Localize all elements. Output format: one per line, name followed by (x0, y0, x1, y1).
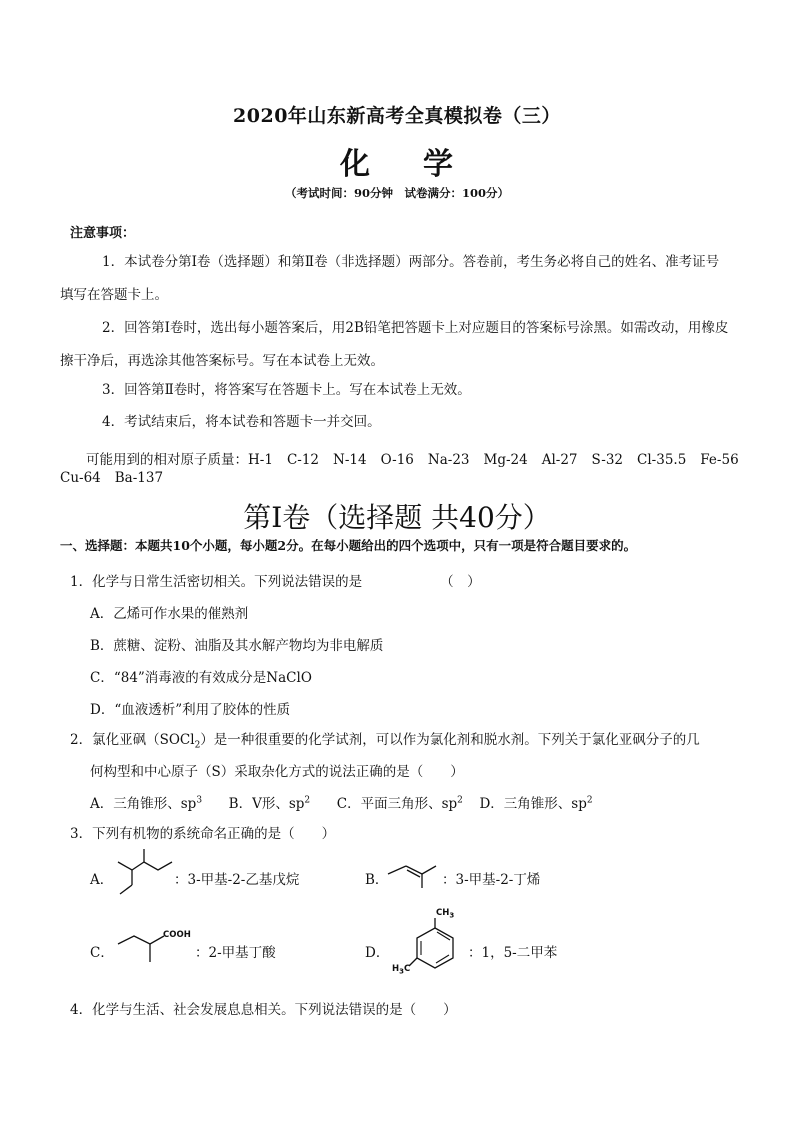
subscript: 2 (194, 740, 201, 751)
exam-title: 2020年山东新高考全真模拟卷（三） (233, 105, 561, 127)
atomic-masses-label: 可能用到的相对原子质量： (86, 452, 248, 468)
question-3-option-d-name: ：1，5-二甲苯 (468, 945, 558, 961)
group-text: H (392, 964, 400, 974)
notice-heading: 注意事项： (70, 226, 136, 241)
question-1-option-b: B．蔗糖、淀粉、油脂及其水解产物均为非电解质 (90, 638, 384, 654)
question-2-option-b (229, 796, 310, 812)
notice-item-2: 2．回答第Ⅰ卷时，选出每小题答案后，用2B铅笔把答题卡上对应题目的答案标号涂黑。如需改动，用橡皮擦干净后，再选涂其他答案标号。写在本试卷上无效。 (60, 320, 729, 369)
option-text: B．V形、sp (228, 796, 305, 812)
atomic-mass: H-1 (248, 452, 273, 468)
superscript: 3 (196, 795, 203, 806)
atomic-mass: Al-27 (541, 452, 578, 468)
atomic-mass: S-32 (591, 452, 624, 468)
question-2-text-b: ）是一种很重要的化学试剂，可以作为氯化剂和脱水剂。下列关于氯化亚砜分子的几 (200, 732, 700, 748)
atomic-masses-line-1 (86, 448, 739, 468)
exam-info: （考试时间：90分钟 试卷满分：100分） (284, 186, 509, 200)
group-text: CH (436, 908, 450, 918)
question-3-option-c-name: ：2-甲基丁酸 (195, 945, 276, 961)
notice-item-1: 1．本试卷分第Ⅰ卷（选择题）和第Ⅱ卷（非选择题）两部分。答卷前，考生务必将自己的姓名、准考证号填写在答题卡上。 (60, 254, 720, 303)
superscript: 2 (457, 795, 463, 806)
question-2-option-c (337, 796, 463, 812)
superscript: 2 (304, 795, 311, 806)
subject-char-2: 学 (423, 147, 454, 182)
question-2-option-d (479, 796, 592, 812)
subject-char-1: 化 (340, 147, 371, 182)
question-3-option-a-letter: A． (90, 872, 114, 888)
carboxyl-group-label: COOH (163, 930, 191, 940)
section-title: 第Ⅰ卷（选择题 共40分） (243, 501, 551, 534)
atomic-mass: Cu-64 (60, 470, 101, 486)
option-text: D．三角锥形、sp (479, 796, 587, 812)
atomic-mass: Na-23 (427, 452, 470, 468)
atomic-mass: Mg-24 (483, 452, 528, 468)
atomic-mass: Cl-35.5 (637, 452, 687, 468)
atomic-mass: N-14 (333, 452, 367, 468)
question-1-text: 1．化学与日常生活密切相关。下列说法错误的是 (70, 574, 363, 590)
question-2-option-a (90, 796, 202, 812)
question-2-options (90, 792, 593, 812)
question-3-option-d-letter: D． (365, 945, 390, 961)
structure-c-skeletal-formula (114, 928, 166, 964)
notice-item-4: 4．考试结束后，将本试卷和答题卡一并交回。 (102, 414, 381, 430)
section-instruction: 一、选择题：本题共10个小题，每小题2分。在每小题给出的四个选项中，只有一项是符合题目要求的。 (60, 538, 637, 553)
question-1-option-a: A．乙烯可作水果的催熟剂 (90, 606, 249, 622)
question-3-option-a-name: ：3-甲基-2-乙基戊烷 (174, 872, 300, 888)
methyl-group-top (436, 908, 454, 920)
atomic-masses-line-2 (60, 470, 177, 486)
methyl-group-bottom (392, 964, 410, 976)
question-4-stem: 4．化学与生活、社会发展息息相关。下列说法错误的是（ ） (70, 1002, 457, 1018)
question-2-stem-line-2: 何构型和中心原子（S）采取杂化方式的说法正确的是（ ） (90, 764, 464, 780)
question-3-option-c-letter: C． (90, 945, 114, 961)
subscript: 3 (399, 967, 404, 976)
option-text: A．三角锥形、sp (90, 796, 197, 812)
question-1-option-d: D．“血液透析”利用了胶体的性质 (90, 702, 291, 718)
atomic-mass: Fe-56 (700, 452, 739, 468)
group-text: C (404, 964, 411, 974)
subscript: 3 (449, 911, 455, 920)
superscript: 2 (586, 795, 593, 806)
question-1-option-c: C．“84”消毒液的有效成分是NaClO (90, 670, 312, 686)
answer-blank: （ ） (440, 574, 481, 590)
structure-d-benzene-ring (400, 910, 470, 980)
option-text: C．平面三角形、sp (336, 796, 458, 812)
notice-item-3: 3．回答第Ⅱ卷时，将答案写在答题卡上。写在本试卷上无效。 (102, 382, 471, 398)
atomic-mass: O-16 (380, 452, 414, 468)
subject-title (0, 139, 794, 183)
question-3-option-b-name: ：3-甲基-2-丁烯 (442, 872, 541, 888)
question-3-stem: 3．下列有机物的系统命名正确的是（ ） (70, 826, 336, 842)
question-2-stem (70, 728, 700, 751)
question-1-stem (70, 570, 481, 590)
atomic-mass: C-12 (286, 452, 320, 468)
structure-a-skeletal-formula (114, 848, 174, 900)
question-3-option-b-letter: B． (365, 872, 389, 888)
atomic-mass: Ba-137 (114, 470, 164, 486)
question-2-text-a: 2．氯化亚砜（SOCl (70, 732, 195, 748)
